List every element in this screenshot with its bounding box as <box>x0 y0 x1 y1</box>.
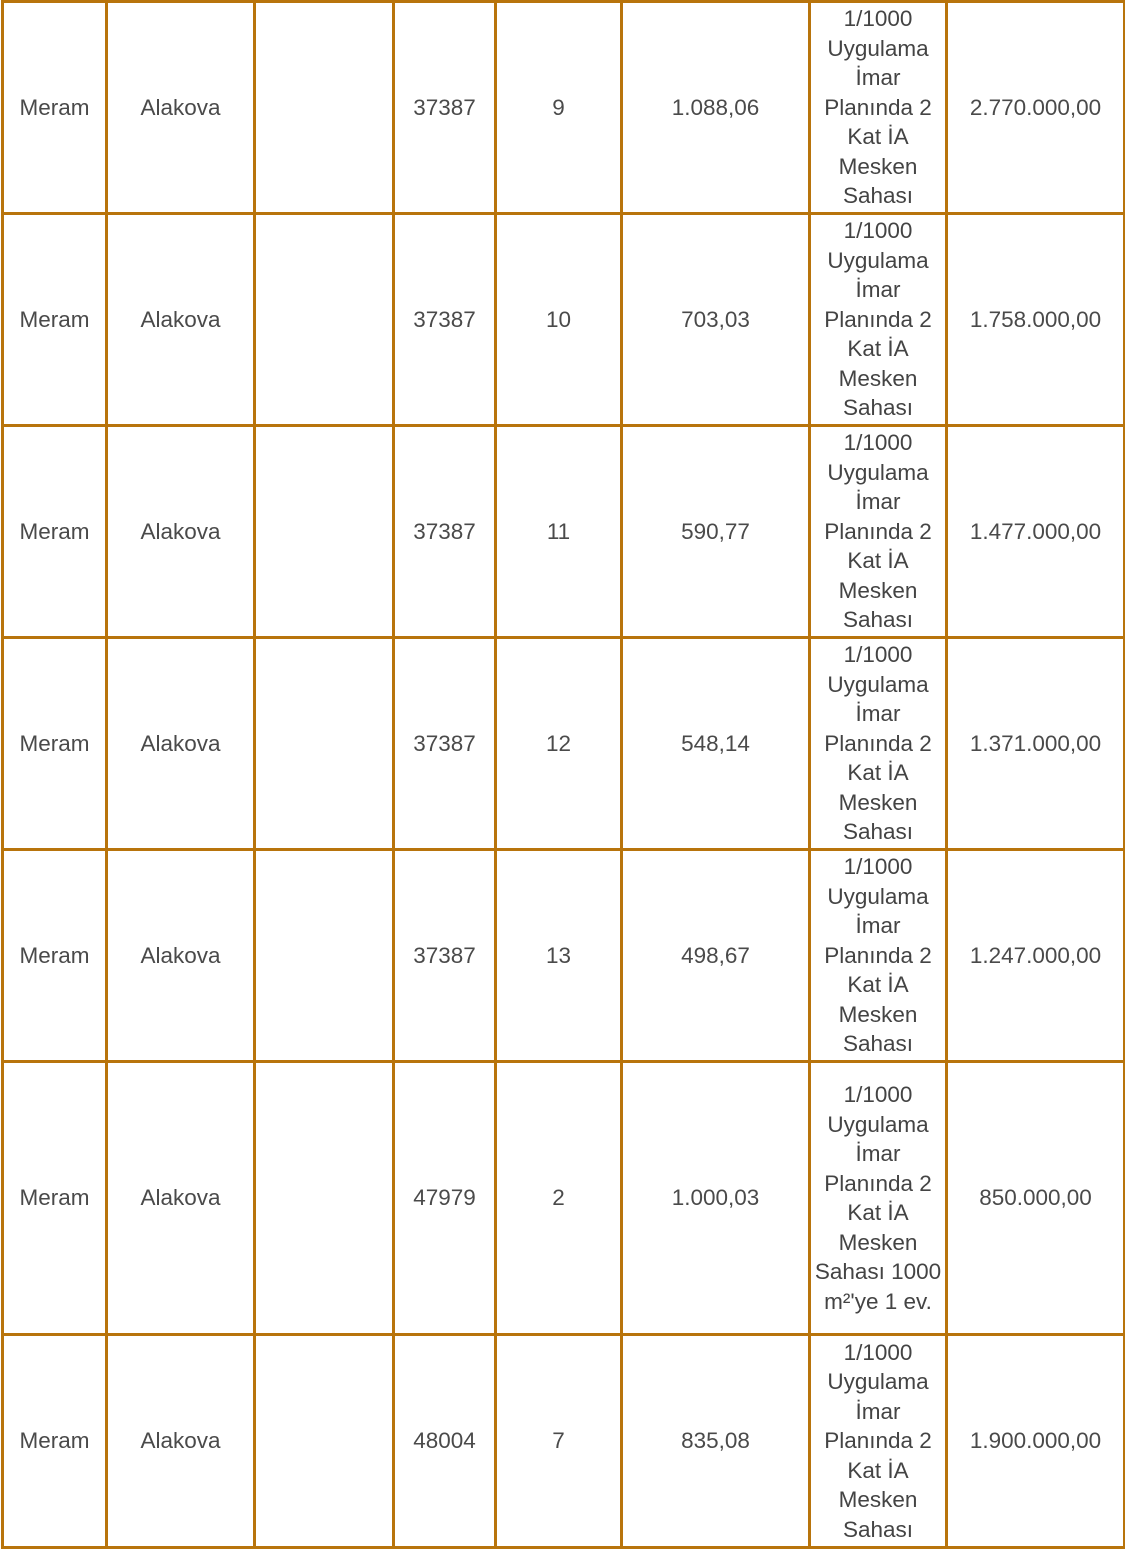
block-cell: 37387 <box>394 214 496 426</box>
locality-cell <box>255 850 394 1062</box>
area-cell: 1.088,06 <box>622 2 810 214</box>
zoning-cell: 1/1000 Uygulama İmar Planında 2 Kat İA Mesken Sahası <box>810 850 947 1062</box>
table-row <box>3 426 1125 638</box>
district-cell: Meram <box>3 426 107 638</box>
zoning-cell: 1/1000 Uygulama İmar Planında 2 Kat İA Mesken Sahası <box>810 638 947 850</box>
zoning-cell: 1/1000 Uygulama İmar Planında 2 Kat İA Mesken Sahası <box>810 2 947 214</box>
area-cell: 703,03 <box>622 214 810 426</box>
district-cell: Meram <box>3 850 107 1062</box>
zoning-cell: 1/1000 Uygulama İmar Planında 2 Kat İA Mesken Sahası <box>810 1335 947 1548</box>
district-cell: Meram <box>3 1335 107 1548</box>
price-cell: 850.000,00 <box>947 1062 1125 1335</box>
locality-cell <box>255 2 394 214</box>
area-cell: 498,67 <box>622 850 810 1062</box>
parcel-table <box>1 0 1125 1549</box>
block-cell: 37387 <box>394 2 496 214</box>
locality-cell <box>255 1062 394 1335</box>
district-cell: Meram <box>3 214 107 426</box>
price-cell: 1.371.000,00 <box>947 638 1125 850</box>
neighborhood-cell: Alakova <box>107 638 255 850</box>
parcel-cell: 11 <box>496 426 622 638</box>
neighborhood-cell: Alakova <box>107 1335 255 1548</box>
parcel-cell: 7 <box>496 1335 622 1548</box>
locality-cell <box>255 638 394 850</box>
block-cell: 37387 <box>394 426 496 638</box>
neighborhood-cell: Alakova <box>107 2 255 214</box>
price-cell: 1.758.000,00 <box>947 214 1125 426</box>
area-cell: 548,14 <box>622 638 810 850</box>
block-cell: 48004 <box>394 1335 496 1548</box>
neighborhood-cell: Alakova <box>107 1062 255 1335</box>
block-cell: 37387 <box>394 638 496 850</box>
locality-cell <box>255 426 394 638</box>
price-cell: 1.247.000,00 <box>947 850 1125 1062</box>
zoning-cell: 1/1000 Uygulama İmar Planında 2 Kat İA Mesken Sahası <box>810 426 947 638</box>
table-row <box>3 2 1125 214</box>
neighborhood-cell: Alakova <box>107 214 255 426</box>
block-cell: 37387 <box>394 850 496 1062</box>
parcel-cell: 13 <box>496 850 622 1062</box>
district-cell: Meram <box>3 2 107 214</box>
parcel-cell: 9 <box>496 2 622 214</box>
parcel-cell: 10 <box>496 214 622 426</box>
block-cell: 47979 <box>394 1062 496 1335</box>
price-cell: 2.770.000,00 <box>947 2 1125 214</box>
parcel-cell: 2 <box>496 1062 622 1335</box>
zoning-cell: 1/1000 Uygulama İmar Planında 2 Kat İA Mesken Sahası 1000 m²'ye 1 ev. <box>810 1062 947 1335</box>
table-row <box>3 1062 1125 1335</box>
price-cell: 1.477.000,00 <box>947 426 1125 638</box>
table-row <box>3 1335 1125 1548</box>
locality-cell <box>255 1335 394 1548</box>
table-row <box>3 214 1125 426</box>
parcel-cell: 12 <box>496 638 622 850</box>
district-cell: Meram <box>3 1062 107 1335</box>
area-cell: 1.000,03 <box>622 1062 810 1335</box>
locality-cell <box>255 214 394 426</box>
area-cell: 835,08 <box>622 1335 810 1548</box>
table-row <box>3 638 1125 850</box>
district-cell: Meram <box>3 638 107 850</box>
area-cell: 590,77 <box>622 426 810 638</box>
neighborhood-cell: Alakova <box>107 426 255 638</box>
zoning-cell: 1/1000 Uygulama İmar Planında 2 Kat İA Mesken Sahası <box>810 214 947 426</box>
neighborhood-cell: Alakova <box>107 850 255 1062</box>
table-row <box>3 850 1125 1062</box>
price-cell: 1.900.000,00 <box>947 1335 1125 1548</box>
